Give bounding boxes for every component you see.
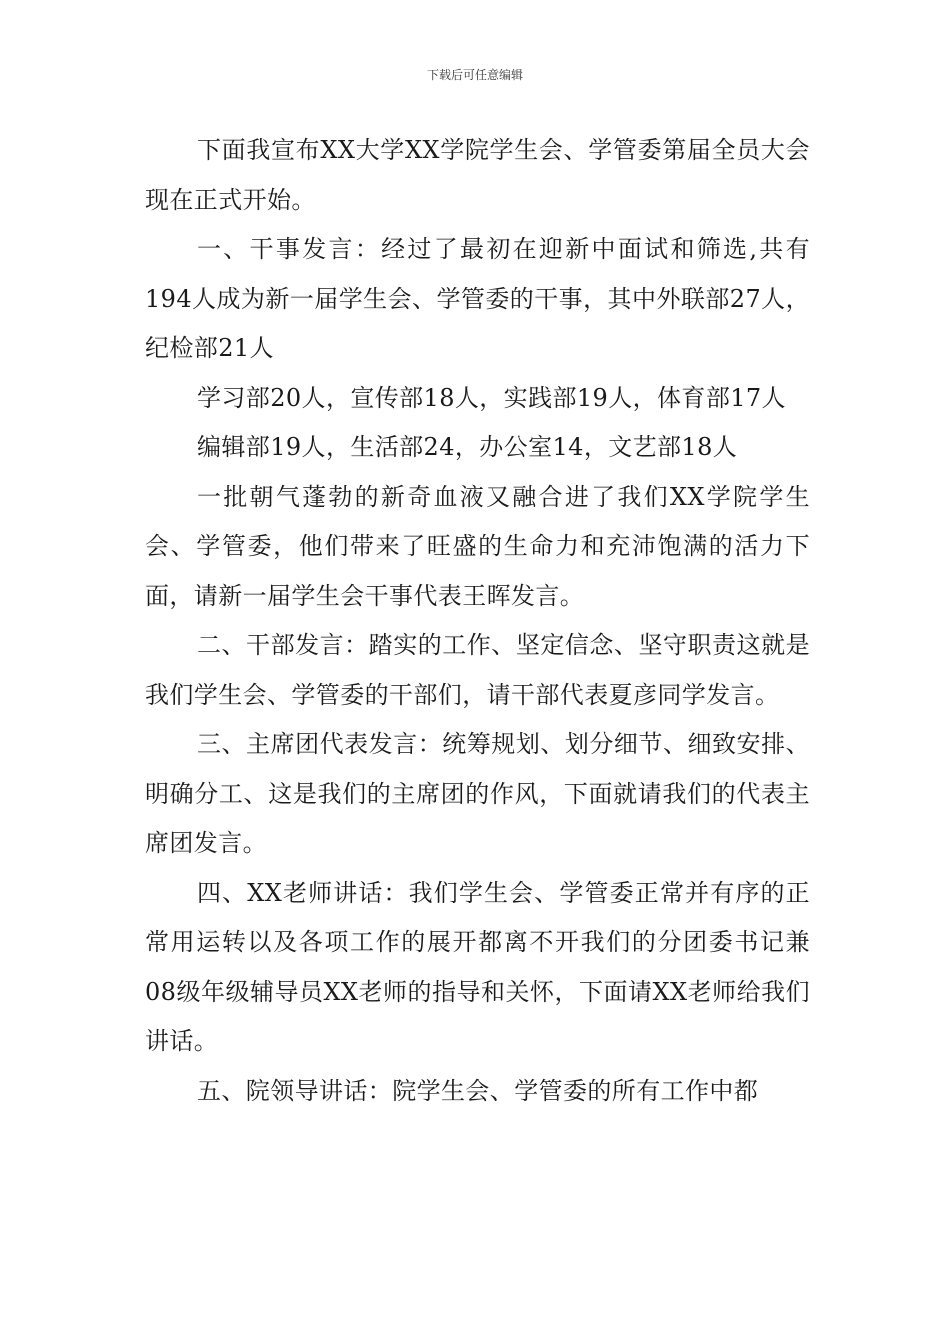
document-body [145,126,810,1116]
paragraph-department-counts-1: 学习部20人，宣传部18人，实践部19人，体育部17人 [197,383,786,412]
paragraph-leader-speech: 五、院领导讲话：院学生会、学管委的所有工作中都 [197,1076,759,1105]
paragraph-new-blood: 一批朝气蓬勃的新奇血液又融合进了我们XX学院学生会、学管委，他们带来了旺盛的生命力和充沛饱满的活力下面，请新一届学生会干事代表王晖发言。 [145,482,810,610]
header-note: 下载后可任意编辑 [426,68,523,82]
paragraph-department-counts-2: 编辑部19人，生活部24，办公室14，文艺部18人 [197,433,738,461]
paragraph-staff-speech: 一、干事发言：经过了最初在迎新中面试和筛选,共有194人成为新一届学生会、学管委的干事，其中外联部27人，纪检部21人 [145,235,810,362]
paragraph-opening: 下面我宣布XX大学XX学院学生会、学管委第届全员大会现在正式开始。 [145,136,810,214]
paragraph-cadre-speech: 二、干部发言：踏实的工作、坚定信念、坚守职责这就是我们学生会、学管委的干部们，请干部代表夏彦同学发言。 [145,631,810,709]
paragraph-presidium-speech: 三、主席团代表发言：统筹规划、划分细节、细致安排、明确分工、这是我们的主席团的作风，下面就请我们的代表主席团发言。 [145,730,810,857]
paragraph-teacher-speech: 四、XX老师讲话：我们学生会、学管委正常并有序的正常用运转以及各项工作的展开都离不开我们的分团委书记兼08级年级辅导员XX老师的指导和关怀，下面请XX老师给我们讲话。 [145,878,810,1055]
